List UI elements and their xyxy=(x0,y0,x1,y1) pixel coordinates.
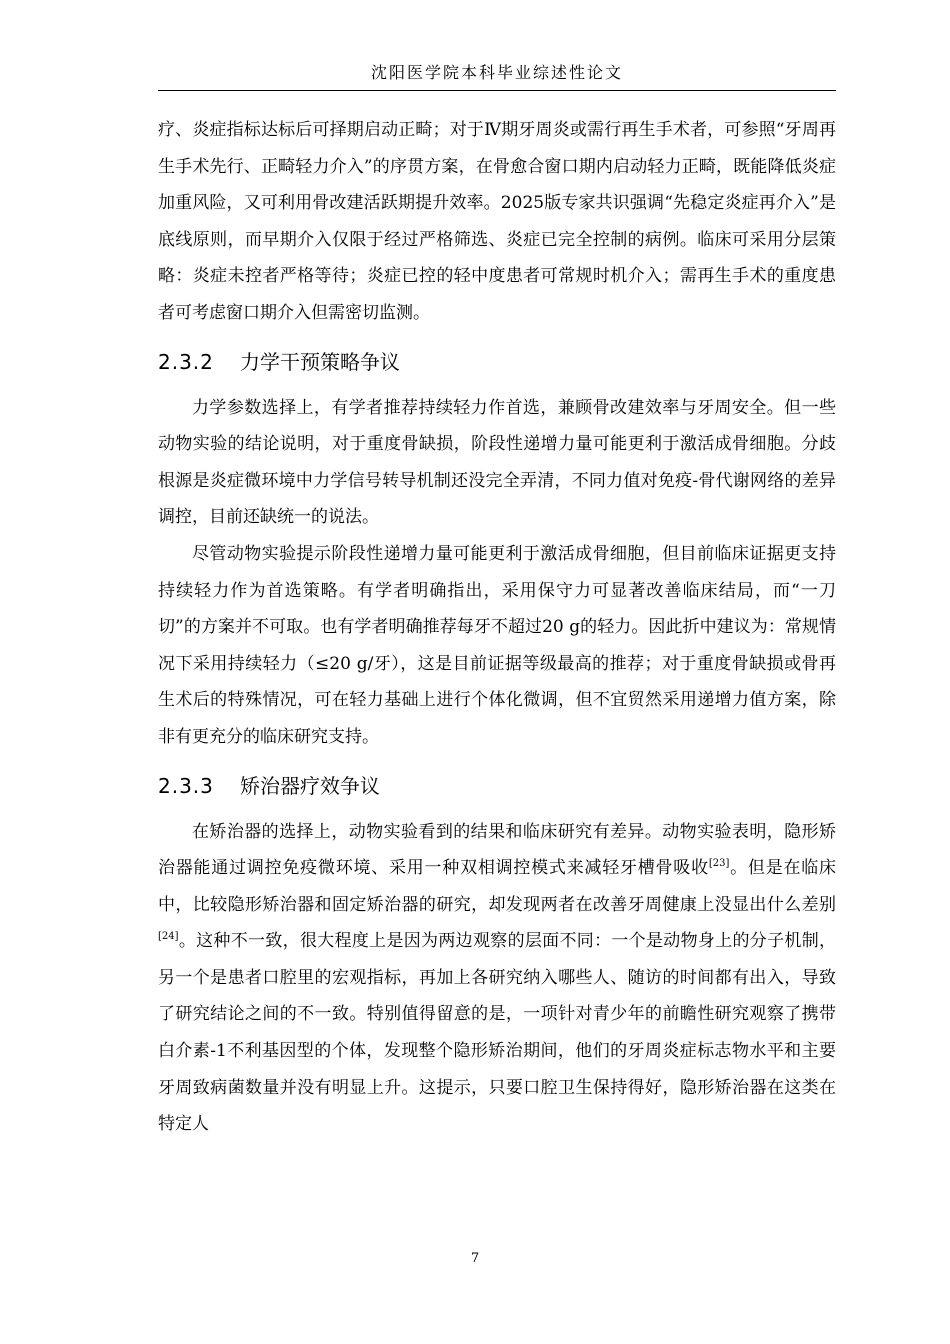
section-title: 矫治器疗效争议 xyxy=(240,773,380,798)
paragraph: 力学参数选择上，有学者推荐持续轻力作首选，兼顾骨改建效率与牙周安全。但一些动物实验的结论说明，对于重度骨缺损，阶段性递增力量可能更利于激活成骨细胞。分歧根源是炎症微环境中力学信号转导机制还没完全弄清，不同力值对免疫-骨代谢网络的差异调控，目前还缺统一的说法。 xyxy=(158,397,836,528)
section-number: 2.3.3 xyxy=(158,773,214,798)
citation-23[interactable]: [23] xyxy=(708,858,730,870)
header-divider xyxy=(158,90,836,91)
section-heading-2-3-3 xyxy=(158,766,836,806)
paragraph xyxy=(158,814,836,1143)
text-run: 。这种不一致，很大程度上是因为两边观察的层面不同：一个是动物身上的分子机制，另一个是患者口腔里的宏观指标，再加上各研究纳入哪些人、随访的时间都有出入，导致了研究结论之间的不一致。特别值得留意的是，一项针对青少年的前瞻性研究观察了携带白介素-1不利基因型的个体，发现整个隐形矫治期间，他们的牙周炎症标志物水平和主要牙周致病菌数量并没有明显上升。这提示，只要口腔卫生保持得好，隐形矫治器在这类在特定人 xyxy=(158,931,836,1135)
running-header: 沈阳医学院本科毕业综述性论文 xyxy=(370,63,623,82)
text-run: 在矫治器的选择上，动物实验看到的结果和临床研究有差异。动物实验表明，隐形矫治器能通过调控免疫微环境、采用一种双相调控模式来减轻牙槽骨吸收 xyxy=(158,821,836,879)
paragraph: 尽管动物实验提示阶段性递增力量可能更利于激活成骨细胞，但目前临床证据更支持持续轻力作为首选策略。有学者明确指出，采用保守力可显著改善临床结局，而“一刀切”的方案并不可取。也有学者明确推荐每牙不超过20 g的轻力。因此折中建议为：常规情况下采用持续轻力（≤20 g/牙），这是目前证据等级最高的推荐；对于重度骨缺损或骨再生术后的特殊情况，可在轻力基础上进行个体化微调，但不宜贸然采用递增力值方案，除非有更充分的临床研究支持。 xyxy=(158,543,836,747)
body-text xyxy=(158,112,836,1143)
page-number: 7 xyxy=(470,1251,480,1266)
text-run: 。但是在临床中，比较隐形矫治器和固定矫治器的研究，却发现两者在改善牙周健康上没显出什么差别 xyxy=(158,858,837,915)
paragraph: 疗、炎症指标达标后可择期启动正畸；对于Ⅳ期牙周炎或需行再生手术者，可参照“牙周再生手术先行、正畸轻力介入”的序贯方案，在骨愈合窗口期内启动轻力正畸，既能降低炎症加重风险，又可利用骨改建活跃期提升效率。2025版专家共识强调“先稳定炎症再介入”是底线原则，而早期介入仅限于经过严格筛选、炎症已完全控制的病例。临床可采用分层策略：炎症未控者严格等待；炎症已控的轻中度患者可常规时机介入；需再生手术的重度患者可考虑窗口期介入但需密切监测。 xyxy=(158,120,836,323)
section-title: 力学干预策略争议 xyxy=(240,349,400,374)
section-number: 2.3.2 xyxy=(158,349,214,374)
citation-24[interactable]: [24] xyxy=(158,931,179,943)
section-heading-2-3-2 xyxy=(158,342,836,382)
